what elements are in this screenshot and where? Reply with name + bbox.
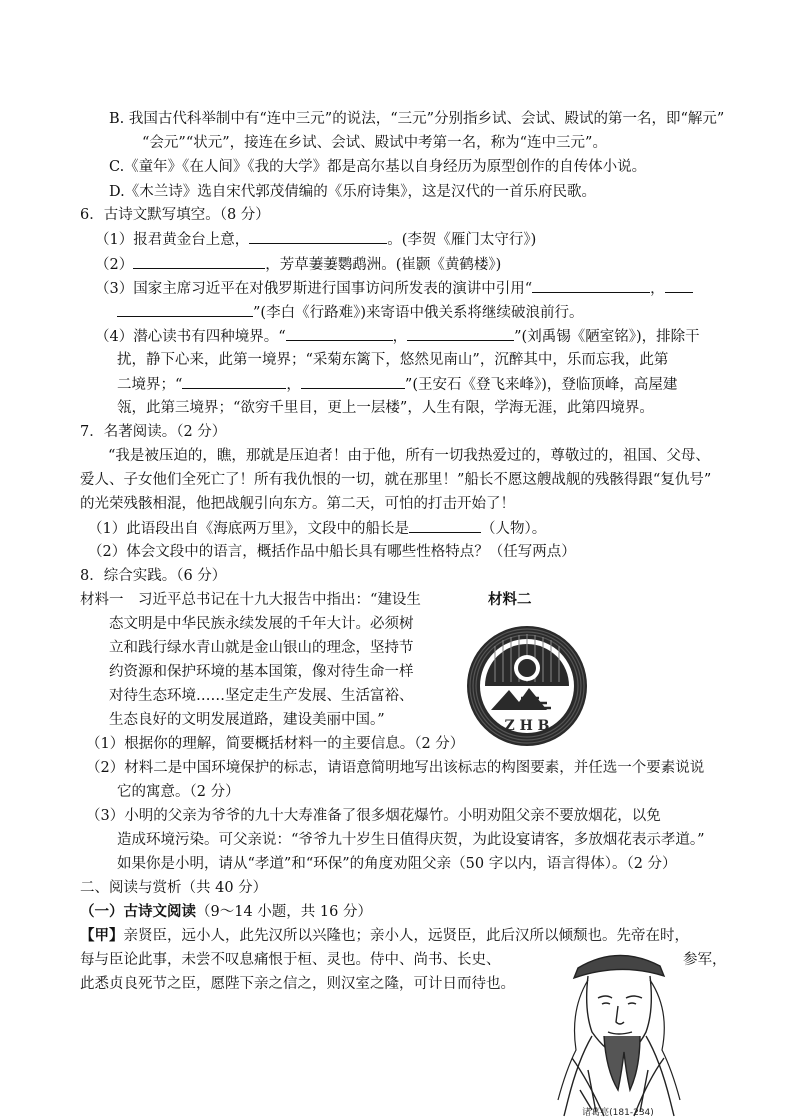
q6-item-4-line4: 瓴，此第三境界；“欲穷千里目，更上一层楼”，人生有限，学海无涯，此第四境界。: [117, 400, 654, 416]
fill-blank[interactable]: [407, 325, 514, 341]
portrait-drawing: [558, 955, 680, 1116]
material-1-line5: 对待生态环境……坚定走生产发展、生活富裕、: [109, 688, 414, 704]
q7-item-2: （2）体会文段中的语言，概括作品中船长具有哪些性格特点？（任写两点）: [88, 544, 576, 560]
fill-blank[interactable]: [182, 373, 286, 389]
material-1-line2: 态文明是中华民族永续发展的千年大计。必须树: [109, 616, 414, 632]
jia-text-1: 亲贤臣，远小人，此先汉所以兴隆也；亲小人，远贤臣，此后汉所以倾颓也。先帝在时，: [123, 928, 689, 944]
jia-line2-end: 参军，: [683, 952, 727, 968]
material-1-line3: 立和践行绿水青山就是金山银山的理念，坚持节: [109, 640, 414, 656]
q6-4-source: ”(刘禹锡《陋室铭》)，排除干: [514, 329, 700, 345]
q6-2-num: （2）: [95, 257, 134, 273]
q6-item-4-line1: [95, 325, 700, 348]
q6-2-text: ，芳草萋萋鹦鹉洲。(崔颢《黄鹤楼》): [265, 257, 502, 273]
q6-4-source2: ”(王安石《登飞来峰》)，登临顶峰，高屋建: [404, 377, 678, 393]
q7-passage-line2: 爱人、子女他们全死亡了！所有我仇恨的一切，就在那里！”船长不愿这艘战舰的残骸得跟“复仇号”: [80, 472, 712, 488]
option-b-line1: B. 我国古代科举制中有“连中三元”的说法，“三元”分别指乡试、会试、殿试的第一名，即“解元”: [109, 111, 725, 127]
portrait-caption: 诸葛亮(181-234): [582, 1108, 654, 1117]
fill-blank[interactable]: [532, 277, 650, 293]
section-1-label: （一）古诗文阅读: [80, 903, 196, 920]
emblem-letters: Z H B: [504, 718, 550, 734]
sun-core-icon: [518, 659, 536, 677]
q7-passage-line1: “我是被压迫的，瞧，那就是压迫者！由于他，所有一切我热爱过的，尊敬过的，祖国、父母、: [108, 448, 710, 464]
q8-item-1: （1）根据你的理解，简要概括材料一的主要信息。（2 分）: [86, 736, 465, 752]
environmental-protection-emblem: [465, 624, 589, 748]
q6-item-4-line2: 扰，静下心来，此第一境界；“采菊东篱下，悠然见南山”，沉醉其中，乐而忘我，此第: [117, 352, 669, 368]
section-1-range: （9～14 小题，共 16 分）: [196, 904, 372, 920]
fill-blank[interactable]: [286, 325, 393, 341]
q7-passage-line3: 的光荣残骸相混，他把战舰引向东方。第二天，可怕的打击开始了！: [80, 496, 515, 512]
fill-blank[interactable]: [117, 301, 253, 317]
q6-3-source: ”(李白《行路难》)来寄语中俄关系将继续破浪前行。: [253, 305, 584, 321]
q8-item-3-line1: （3）小明的父亲为爷爷的九十大寿准备了很多烟花爆竹。小明劝阻父亲不要放烟花，以免: [86, 808, 661, 824]
material-1-line4: 约资源和保护环境的基本国策，像对待生命一样: [109, 664, 414, 680]
fill-blank[interactable]: [301, 373, 405, 389]
q7-item-1: [88, 517, 546, 540]
q7-1-text: （1）此语段出自《海底两万里》，文段中的船长是: [88, 521, 409, 537]
q7-title: 7．名著阅读。（2 分）: [80, 424, 227, 440]
jia-line3: 此悉贞良死节之臣，愿陛下亲之信之，则汉室之隆，可计日而待也。: [80, 976, 515, 992]
q6-1-text: （1）报君黄金台上意，: [95, 232, 250, 248]
fill-blank[interactable]: [133, 253, 265, 269]
part2-title: 二、阅读与赏析（共 40 分）: [80, 880, 268, 896]
q8-item-3-line3: 如果你是小明，请从“孝道”和“环保”的角度劝阻父亲（50 字以内，语言得体）。（2 分）: [117, 856, 677, 872]
q6-3-text: （3）国家主席习近平在对俄罗斯进行国事访问所发表的演讲中引用“: [95, 281, 533, 297]
material-1-line1: 材料一 习近平总书记在十九大报告中指出：“建设生: [80, 592, 421, 608]
fill-blank[interactable]: [665, 277, 693, 293]
part2-section-heading: [80, 901, 372, 923]
q6-item-3-line2: [117, 301, 583, 324]
jia-line2: 每与臣论此事，未尝不叹息痛恨于桓、灵也。侍中、尚书、长史、: [80, 952, 501, 968]
q8-title: 8．综合实践。（6 分）: [80, 568, 227, 584]
fill-blank[interactable]: [249, 228, 387, 244]
q6-1-source: 。(李贺《雁门太守行》): [387, 232, 537, 248]
q8-item-3-line2: 造成环境污染。可父亲说：“爷爷九十岁生日值得庆贺，为此设宴请客，多放烟花表示孝道。”: [117, 832, 705, 848]
q6-3-comma: ，: [650, 281, 665, 297]
q8-item-2-line1: （2）材料二是中国环境保护的标志，请语意简明地写出该标志的构图要素，并任选一个要素说说: [86, 760, 705, 776]
q6-4-text2: 二境界；“: [117, 377, 183, 393]
q7-1-suffix: （人物）。: [480, 521, 547, 537]
option-d: D.《木兰诗》选自宋代郭茂倩编的《乐府诗集》，这是汉代的一首乐府民歌。: [109, 184, 596, 200]
jia-label: 【甲】: [80, 927, 124, 944]
q6-4-comma2: ，: [286, 377, 301, 393]
q6-item-3-line1: [95, 277, 693, 300]
fill-blank[interactable]: [409, 517, 481, 533]
zhuge-liang-portrait: [548, 940, 688, 1117]
q6-item-2: [95, 253, 501, 276]
q6-title: 6．古诗文默写填空。（8 分）: [80, 207, 270, 223]
q6-4-text: （4）潜心读书有四种境界。“: [95, 329, 286, 345]
option-c: C.《童年》《在人间》《我的大学》都是高尔基以自身经历为原型创作的自传体小说。: [109, 159, 647, 175]
q6-item-4-line3: [117, 373, 677, 396]
q6-4-comma: ，: [392, 329, 408, 345]
option-b-line2: “会元”“状元”，接连在乡试、会试、殿试中考第一名，称为“连中三元”。: [142, 135, 607, 151]
q6-item-1: [95, 228, 536, 251]
material-1-line6: 生态良好的文明发展道路，建设美丽中国。”: [109, 712, 385, 728]
material-2-label: 材料二: [488, 592, 532, 608]
q8-item-2-line2: 它的寓意。（2 分）: [117, 784, 240, 800]
